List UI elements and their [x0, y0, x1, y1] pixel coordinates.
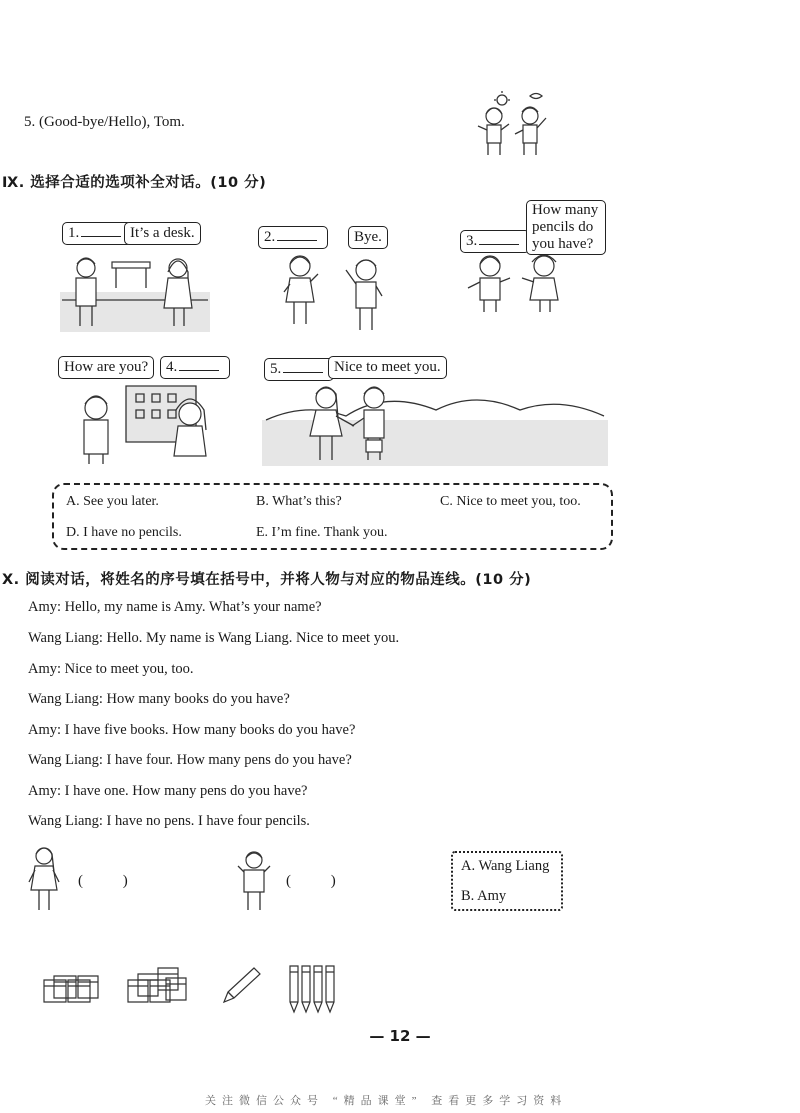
scene-2-speech-bubble: Bye. [348, 226, 388, 249]
option-a: A. See you later. [66, 494, 159, 509]
option-b: B. What’s this? [256, 494, 342, 509]
dialog-line: Amy: I have five books. How many books do you have? [28, 722, 356, 738]
dialog-line: Wang Liang: I have four. How many pens do you have? [28, 752, 352, 768]
boy-and-girl-outside-school-illustration [56, 380, 226, 466]
boy-and-girl-talking-illustration [460, 252, 580, 316]
scene-5-blank-bubble [264, 358, 334, 381]
answer-blank-4[interactable] [179, 359, 219, 371]
dialog-line: Amy: I have one. How many pens do you have? [28, 783, 308, 799]
boy-character-illustration [236, 850, 272, 914]
option-c: C. Nice to meet you, too. [440, 494, 581, 509]
two-kids-waving-illustration [276, 252, 386, 336]
footer-text: 关注微信公众号 “精品课堂” 查看更多学习资料 [205, 1095, 568, 1107]
answer-paren-2[interactable]: ( ) [286, 873, 354, 889]
dialog-line: Wang Liang: I have no pens. I have four pencils. [28, 813, 310, 829]
handshake-illustration [262, 380, 608, 466]
question-5: 5. (Good-bye/Hello), Tom. [24, 114, 185, 130]
children-greeting-illustration [474, 90, 554, 158]
option-e: E. I’m fine. Thank you. [256, 525, 388, 540]
scene-4-blank-bubble [160, 356, 230, 379]
scene-1-blank-number: 1. [68, 225, 80, 241]
section-9-title: Ⅸ. 选择合适的选项补全对话。(10 分) [2, 175, 267, 191]
name-option-b: B. Amy [461, 888, 507, 904]
answer-paren-1[interactable]: ( ) [78, 873, 146, 889]
name-option-a: A. Wang Liang [461, 858, 550, 874]
section-10-title: Ⅹ. 阅读对话，将姓名的序号填在括号中，并将人物与对应的物品连线。(10 分) [2, 572, 532, 588]
scene-2-blank-bubble [258, 226, 328, 249]
dialog-line: Wang Liang: Hello. My name is Wang Liang. Nice to meet you. [28, 630, 400, 646]
page-number: — 12 — [369, 1027, 431, 1045]
scene-1-blank-bubble [62, 222, 132, 245]
answer-blank-5[interactable] [283, 361, 323, 373]
dialog-line: Wang Liang: How many books do you have? [28, 691, 290, 707]
answer-blank-3[interactable] [479, 233, 519, 245]
scene-1 [60, 222, 210, 332]
option-d: D. I have no pencils. [66, 525, 182, 540]
answer-blank-2[interactable] [277, 229, 317, 241]
dialog-line: Amy: Hello, my name is Amy. What’s your name? [28, 599, 322, 615]
scene-5 [262, 356, 608, 466]
girl-character-illustration [26, 846, 62, 914]
four-books-icon[interactable] [40, 966, 102, 1006]
four-pencils-icon[interactable] [286, 960, 338, 1014]
five-books-icon[interactable] [124, 962, 190, 1006]
answer-blank-1[interactable] [81, 225, 121, 237]
scene-3-blank-bubble [460, 230, 530, 253]
scene-1-speech-bubble: It’s a desk. [124, 222, 201, 245]
scene-3 [456, 200, 610, 320]
scene-4-blank-number: 4. [166, 359, 178, 375]
options-box [52, 483, 613, 550]
scene-3-speech-bubble: How many pencils do you have? [526, 200, 606, 255]
scene-3-blank-number: 3. [466, 233, 478, 249]
scene-5-blank-number: 5. [270, 361, 282, 377]
scene-4 [56, 356, 226, 466]
scene-4-speech-bubble: How are you? [58, 356, 154, 379]
pen-icon[interactable] [218, 964, 264, 1006]
names-box [451, 851, 563, 911]
classroom-desk-illustration [60, 252, 210, 332]
scene-2-blank-number: 2. [264, 229, 276, 245]
dialog-line: Amy: Nice to meet you, too. [28, 661, 194, 677]
scene-2 [256, 226, 406, 336]
scene-5-speech-bubble: Nice to meet you. [328, 356, 447, 379]
